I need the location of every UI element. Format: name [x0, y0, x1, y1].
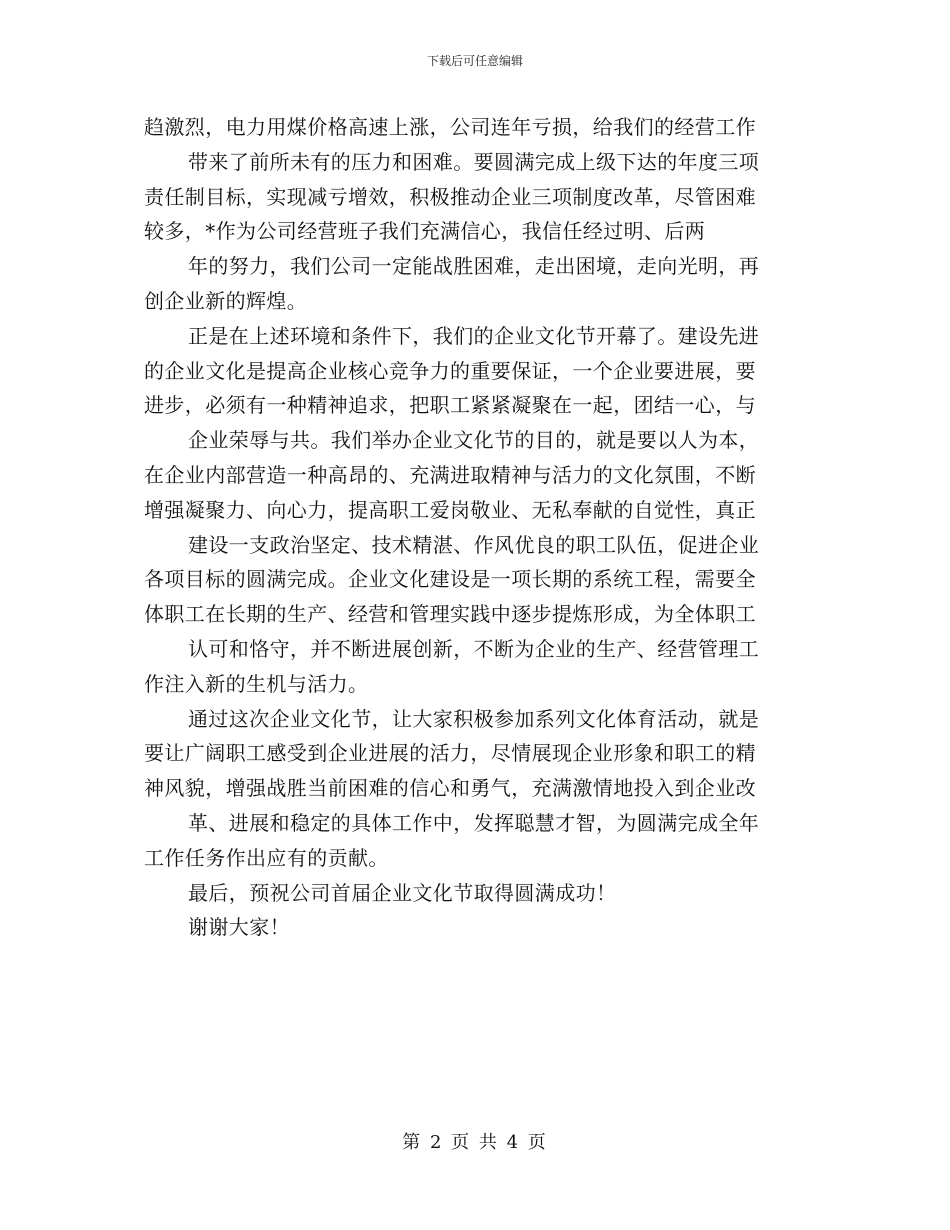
text-line: 在企业内部营造一种高昂的、充满进取精神与活力的文化氛围，不断 [144, 462, 756, 487]
text-line: 趋激烈，电力用煤价格高速上涨，公司连年亏损，给我们的经营工作 [144, 115, 756, 139]
text-line: 神风貌，增强战胜当前困难的信心和勇气，充满激情地投入到企业改 [144, 776, 756, 801]
text-line: 通过这次企业文化节，让大家积极参加系列文化体育活动，就是 [188, 706, 760, 731]
text-line: 谢谢大家！ [188, 915, 290, 940]
text-line: 创企业新的辉煌。 [144, 288, 308, 313]
text-line: 正是在上述环境和条件下，我们的企业文化节开幕了。建设先进 [188, 323, 760, 348]
text-line: 带来了前所未有的压力和困难。要圆满完成上级下达的年度三项 [188, 149, 760, 174]
text-line: 的企业文化是提高企业核心竞争力的重要保证，一个企业要进展，要 [144, 358, 756, 383]
text-line: 进步，必须有一种精神追求，把职工紧紧凝聚在一起，团结一心，与 [144, 393, 756, 418]
text-line: 要让广阔职工感受到企业进展的活力，尽情展现企业形象和职工的精 [144, 741, 756, 766]
text-line: 增强凝聚力、向心力，提高职工爱岗敬业、无私奉献的自觉性，真正 [144, 497, 756, 522]
document-body [144, 110, 804, 945]
text-line: 最后，预祝公司首届企业文化节取得圆满成功！ [188, 880, 617, 905]
text-line: 企业荣辱与共。我们举办企业文化节的目的，就是要以人为本， [188, 428, 760, 453]
text-line: 认可和恪守，并不断进展创新，不断为企业的生产、经营管理工 [188, 636, 760, 661]
text-line: 革、进展和稳定的具体工作中，发挥聪慧才智，为圆满完成全年 [188, 810, 760, 835]
page-header: 下载后可任意编辑 [426, 54, 523, 68]
text-line: 责任制目标，实现减亏增效，积极推动企业三项制度改革，尽管困难 [144, 184, 756, 209]
page-footer: 第 2 页 共 4 页 [402, 1132, 548, 1153]
text-line: 年的努力，我们公司一定能战胜困难，走出困境，走向光明，再 [188, 254, 760, 279]
text-line: 工作任务作出应有的贡献。 [144, 845, 389, 870]
text-line: 作注入新的生机与活力。 [144, 671, 369, 696]
text-line: 建设一支政治坚定、技术精湛、作风优良的职工队伍，促进企业 [188, 532, 760, 557]
text-line: 较多，*作为公司经营班子我们充满信心，我信任经过明、后两 [144, 219, 706, 244]
text-line: 体职工在长期的生产、经营和管理实践中逐步提炼形成，为全体职工 [144, 602, 756, 627]
text-line: 各项目标的圆满完成。企业文化建设是一项长期的系统工程，需要全 [144, 567, 756, 592]
